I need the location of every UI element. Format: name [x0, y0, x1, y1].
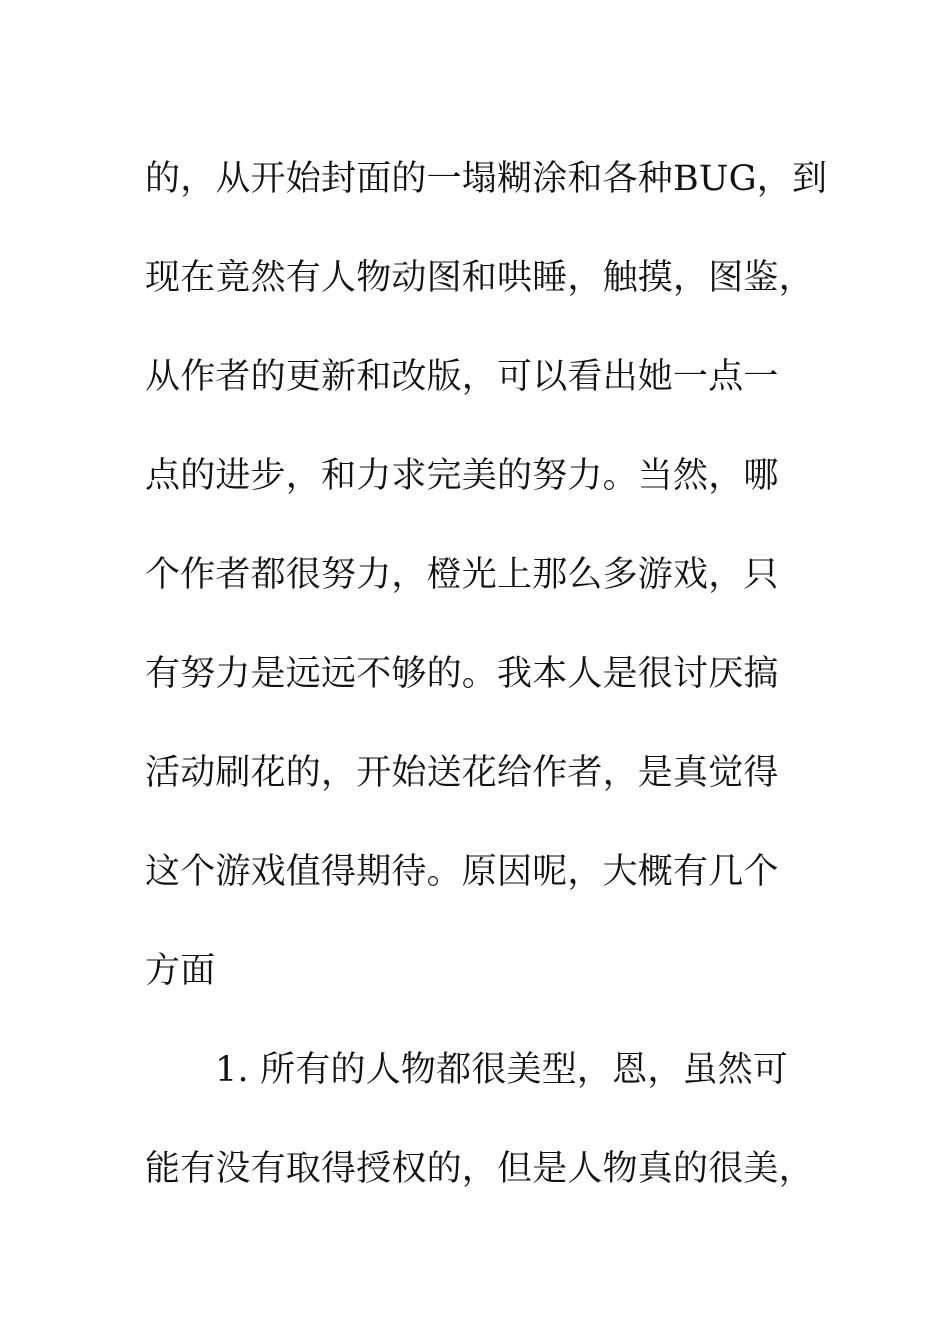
numbered-item-line: 1. 所有的人物都很美型，恩，虽然可	[215, 1050, 789, 1090]
text-line: 个作者都很努力，橙光上那么多游戏，只	[145, 555, 779, 595]
text-line: 的，从开始封面的一塌糊涂和各种BUG，到	[145, 159, 828, 199]
text-line: 从作者的更新和改版，可以看出她一点一	[145, 357, 779, 397]
text-line: 点的进步，和力求完美的努力。当然，哪	[145, 456, 779, 496]
text-line: 现在竟然有人物动图和哄睡，触摸，图鉴，	[145, 258, 814, 298]
text-line: 这个游戏值得期待。原因呢，大概有几个	[145, 852, 779, 892]
text-line: 有努力是远远不够的。我本人是很讨厌搞	[145, 654, 779, 694]
body-text	[145, 130, 828, 1219]
text-line: 方面	[145, 951, 216, 991]
text-line: 能有没有取得授权的，但是人物真的很美，	[145, 1149, 814, 1189]
text-line: 活动刷花的，开始送花给作者，是真觉得	[145, 753, 779, 793]
